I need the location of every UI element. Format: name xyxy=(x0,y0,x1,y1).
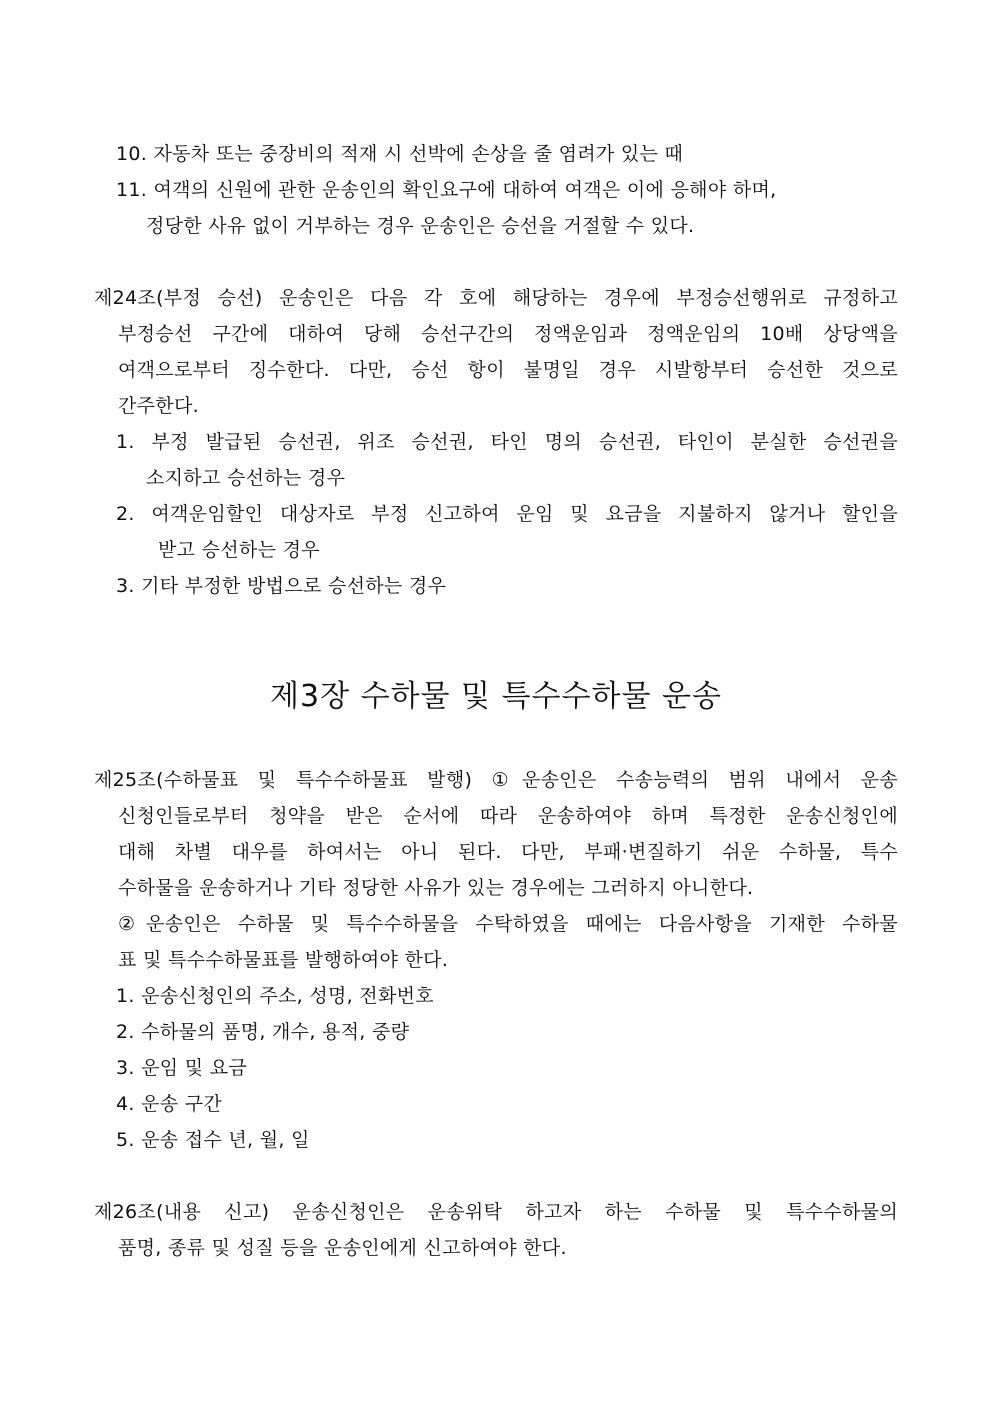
article-26-heading: 제26조(내용 신고) 운송신청인은 운송위탁 하고자 하는 수하물 및 특수수하물의 xyxy=(94,1201,898,1223)
article-25-text: 신청인들로부터 청약을 받은 순서에 따라 운송하여야 하며 특정한 운송신청인에 xyxy=(118,805,898,827)
article-24-item-1: 1. 부정 발급된 승선권, 위조 승선권, 타인 명의 승선권, 타인이 분실한 승선권을 xyxy=(116,431,898,453)
article-25-item-5: 5. 운송 접수 년, 월, 일 xyxy=(116,1129,310,1151)
article-24-text: 부정승선 구간에 대하여 당해 승선구간의 정액운임과 정액운임의 10배 상당액을 xyxy=(118,323,898,345)
list-item-11: 11. 여객의 신원에 관한 운송인의 확인요구에 대하여 여객은 이에 응해야 하며, xyxy=(116,179,777,201)
article-24-heading: 제24조(부정 승선) 운송인은 다음 각 호에 해당하는 경우에 부정승선행위로 규정하고 xyxy=(94,287,898,309)
chapter-title: 제3장 수하물 및 특수수하물 운송 xyxy=(270,679,722,714)
article-25-heading: 제25조(수하물표 및 특수수하물표 발행) ①운송인은 수송능력의 범위 내에서 운송 xyxy=(94,769,898,791)
article-24-item-2: 2. 여객운임할인 대상자로 부정 신고하여 운임 및 요금을 지불하지 않거나 할인을 xyxy=(116,503,898,525)
article-24-item-2-continuation: 받고 승선하는 경우 xyxy=(158,539,320,561)
article-24-text: 간주한다. xyxy=(118,395,199,417)
article-25-item-1: 1. 운송신청인의 주소, 성명, 전화번호 xyxy=(116,985,434,1007)
article-25-text: 대해 차별 대우를 하여서는 아니 된다. 다만, 부패·변질하기 쉬운 수하물, 특수 xyxy=(118,841,898,863)
article-25-text: 수하물을 운송하거나 기타 정당한 사유가 있는 경우에는 그러하지 아니한다. xyxy=(118,877,754,899)
article-24-item-1-continuation: 소지하고 승선하는 경우 xyxy=(146,467,346,489)
article-25-item-2: 2. 수하물의 품명, 개수, 용적, 중량 xyxy=(116,1021,410,1043)
article-25-item-4: 4. 운송 구간 xyxy=(116,1093,223,1115)
article-26-text: 품명, 종류 및 성질 등을 운송인에게 신고하여야 한다. xyxy=(118,1237,567,1259)
article-24-text: 여객으로부터 징수한다. 다만, 승선 항이 불명일 경우 시발항부터 승선한 것으로 xyxy=(118,359,898,381)
list-item-11-continuation: 정당한 사유 없이 거부하는 경우 운송인은 승선을 거절할 수 있다. xyxy=(146,215,695,237)
article-24-item-3: 3. 기타 부정한 방법으로 승선하는 경우 xyxy=(116,575,447,597)
article-25-item-3: 3. 운임 및 요금 xyxy=(116,1057,248,1079)
list-item-10: 10. 자동차 또는 중장비의 적재 시 선박에 손상을 줄 염려가 있는 때 xyxy=(116,143,684,165)
article-25-paragraph-2: ②운송인은 수하물 및 특수수하물을 수탁하였을 때에는 다음사항을 기재한 수하물 xyxy=(118,913,898,935)
article-25-paragraph-2-continuation: 표 및 특수수하물표를 발행하여야 한다. xyxy=(118,949,449,971)
